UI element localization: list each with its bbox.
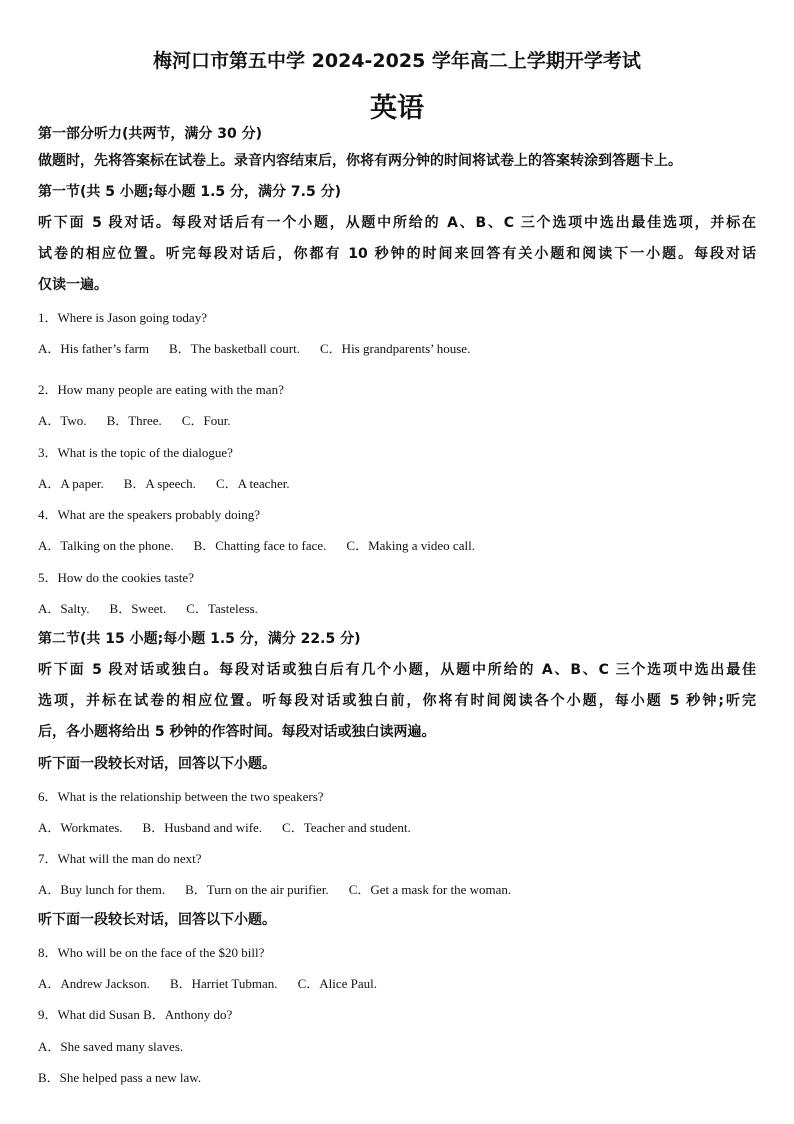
option-c: C．A teacher. (215, 476, 290, 491)
section2-instruction-line: 选项，并标在试卷的相应位置。听每段对话或独白前，你将有时间阅读各个小题，每小题 5 秒钟;听完 (38, 693, 756, 709)
question-options (38, 338, 490, 357)
question-options (38, 598, 278, 617)
option-b: B．The basketball court. (168, 341, 301, 356)
option-a: A．Buy lunch for them. (38, 882, 166, 897)
option-c: C．Tasteless. (186, 601, 258, 616)
question-options (38, 817, 431, 836)
option-a: A．Salty. (38, 601, 90, 616)
section2-instruction-line: 后，各小题将给出 5 秒钟的作答时间。每段对话或独白读两遍。 (38, 724, 436, 740)
option-c: C．Alice Paul. (297, 976, 377, 991)
question-options (38, 473, 310, 492)
section1-heading: 第一节(共 5 小题;每小题 1.5 分，满分 7.5 分) (38, 184, 341, 200)
question-stem: 1．Where is Jason going today? (38, 310, 207, 325)
option-a: A．Two. (38, 413, 87, 428)
option-b: B．Harriet Tubman. (169, 976, 278, 991)
subject-title: 英语 (370, 93, 424, 124)
option-c: C．His grandparents’ house. (320, 341, 471, 356)
dialogue-intro: 听下面一段较长对话，回答以下小题。 (38, 912, 276, 928)
option-a: A．Workmates. (38, 820, 123, 835)
option-a: A．Andrew Jackson. (38, 976, 150, 991)
option-b: B．Chatting face to face. (193, 538, 327, 553)
part1-instruction: 做题时，先将答案标在试卷上。录音内容结束后，你将有两分钟的时间将试卷上的答案转涂到答题卡上。 (38, 153, 682, 169)
exam-title: 梅河口市第五中学 2024-2025 学年高二上学期开学考试 (153, 50, 641, 72)
dialogue-intro: 听下面一段较长对话，回答以下小题。 (38, 756, 276, 772)
question-stem: 2．How many people are eating with the man? (38, 382, 284, 397)
question-stem: 7．What will the man do next? (38, 851, 202, 866)
option-b: B．A speech. (123, 476, 196, 491)
option-a: A．A paper. (38, 476, 104, 491)
question-stem: 5．How do the cookies taste? (38, 570, 194, 585)
option-c: C．Making a video call. (346, 538, 475, 553)
question-options (38, 410, 251, 429)
section2-heading: 第二节(共 15 小题;每小题 1.5 分，满分 22.5 分) (38, 631, 361, 647)
question-options (38, 535, 495, 554)
question-stem: 8．Who will be on the face of the $20 bill? (38, 945, 265, 960)
section2-instruction-line: 听下面 5 段对话或独白。每段对话或独白后有几个小题，从题中所给的 A、B、C 三个选项中选出最佳 (38, 662, 756, 678)
section1-instruction-line: 仅读一遍。 (38, 277, 108, 293)
question-stem: 9．What did Susan B．Anthony do? (38, 1007, 233, 1022)
question-stem: 3．What is the topic of the dialogue? (38, 445, 233, 460)
option-b: B．Husband and wife. (142, 820, 263, 835)
question-stem: 4．What are the speakers probably doing? (38, 507, 261, 522)
option-a: A．His father’s farm (38, 341, 149, 356)
option-b: B．Sweet. (109, 601, 167, 616)
option-b: B．Three. (106, 413, 162, 428)
section1-instruction-line: 试卷的相应位置。听完每段对话后，你都有 10 秒钟的时间来回答有关小题和阅读下一小题。每段对话 (38, 246, 756, 262)
option-a: A．She saved many slaves. (38, 1039, 184, 1054)
option-b: B．Turn on the air purifier. (185, 882, 329, 897)
question-options (38, 879, 531, 898)
section1-instruction-line: 听下面 5 段对话。每段对话后有一个小题，从题中所给的 A、B、C 三个选项中选出最佳选项，并标在 (38, 215, 756, 231)
question-stem: 6．What is the relationship between the two speakers? (38, 789, 324, 804)
option-a: A．Talking on the phone. (38, 538, 174, 553)
option-c: C．Get a mask for the woman. (348, 882, 512, 897)
option-b: B．She helped pass a new law. (38, 1070, 202, 1085)
part1-heading: 第一部分听力(共两节，满分 30 分) (38, 126, 263, 142)
option-c: C．Four. (181, 413, 231, 428)
question-options (38, 973, 397, 992)
option-c: C．Teacher and student. (282, 820, 411, 835)
